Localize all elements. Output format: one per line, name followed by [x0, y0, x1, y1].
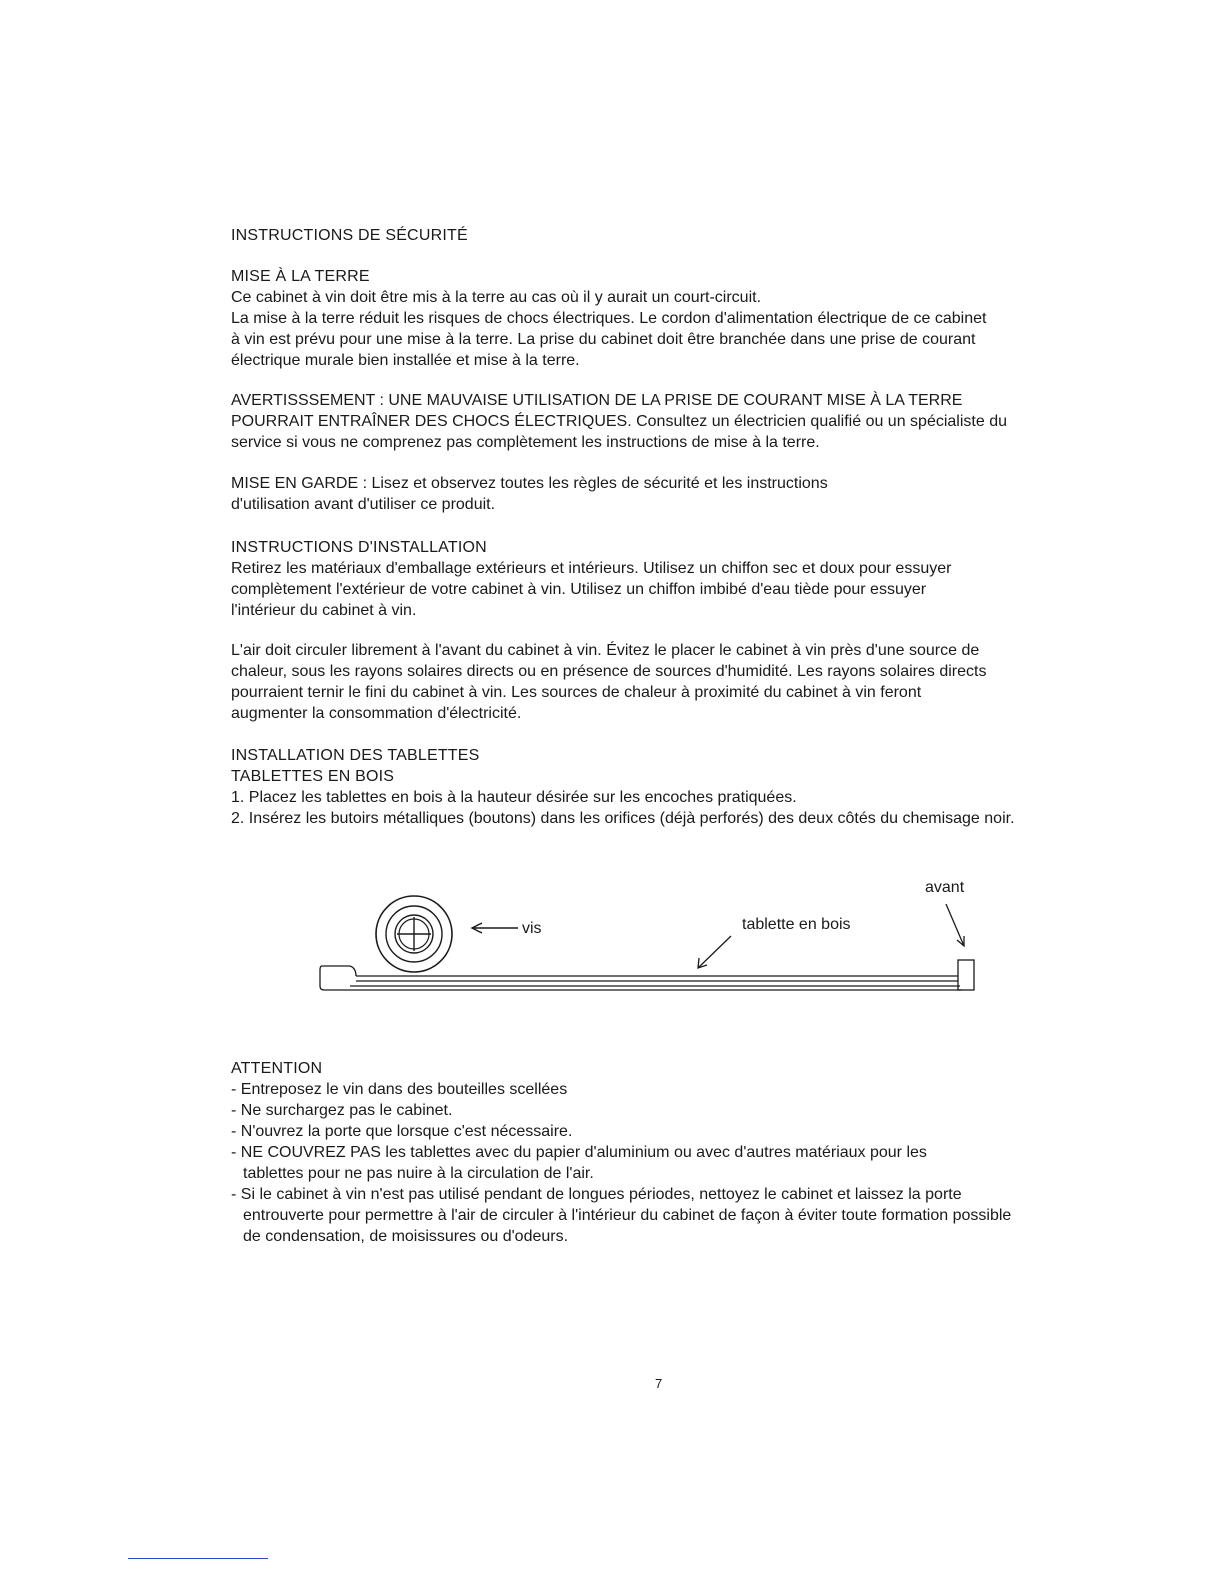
attention-item: - N'ouvrez la porte que lorsque c'est nécessaire. — [231, 1123, 573, 1140]
grounding-line: à vin est prévu pour une mise à la terre. La prise du cabinet doit être branchée dans une prise de courant — [231, 331, 976, 348]
shelves-heading: INSTALLATION DES TABLETTES — [231, 747, 480, 764]
grounding-line: Ce cabinet à vin doit être mis à la terre au cas où il y aurait un court-circuit. — [231, 289, 762, 306]
footer-divider — [128, 1558, 268, 1559]
attention-heading: ATTENTION — [231, 1060, 323, 1077]
screw-arrow-icon — [472, 923, 518, 933]
page-number: 7 — [655, 1376, 663, 1391]
installation-heading: INSTRUCTIONS D'INSTALLATION — [231, 539, 487, 556]
shelves-section — [231, 745, 1015, 829]
air-line: L'air doit circuler librement à l'avant du cabinet à vin. Évitez le placer le cabinet à vin près d'une source de — [231, 642, 980, 659]
attention-section — [231, 1058, 1031, 1247]
air-line: pourraient ternir le fini du cabinet à vin. Les sources de chaleur à proximité du cabinet à vin feront — [231, 684, 922, 701]
installation-line: Retirez les matériaux d'emballage extérieurs et intérieurs. Utilisez un chiffon sec et doux pour essuyer — [231, 560, 952, 577]
attention-item: - Ne surchargez pas le cabinet. — [231, 1102, 453, 1119]
warning-section — [231, 390, 1007, 453]
grounding-line: La mise à la terre réduit les risques de chocs électriques. Le cordon d'alimentation électrique de ce cabinet — [231, 310, 987, 327]
warning-line: service si vous ne comprenez pas complètement les instructions de mise à la terre. — [231, 434, 820, 451]
label-screw: vis — [522, 920, 542, 937]
caution-line: d'utilisation avant d'utiliser ce produit. — [231, 496, 496, 513]
label-front: avant — [925, 879, 965, 896]
wooden-shelf — [320, 960, 974, 990]
attention-item: - Si le cabinet à vin n'est pas utilisé pendant de longues périodes, nettoyez le cabinet et laissez la porte entrouverte pour permettre à l'air de circuler à l'intérieur du cabinet de façon à éviter toute formation possible de condensation, de moisissures ou d'odeurs. — [231, 1186, 1012, 1245]
attention-item: - NE COUVREZ PAS les tablettes avec du papier d'aluminium ou avec d'autres matériaux pour les tablettes pour ne pas nuire à la circulation de l'air. — [231, 1144, 927, 1182]
shelves-step: 2. Insérez les butoirs métalliques (boutons) dans les orifices (déjà perforés) des deux côtés du chemisage noir. — [231, 810, 1015, 827]
grounding-section — [231, 266, 986, 371]
safety-title: INSTRUCTIONS DE SÉCURITÉ — [231, 227, 468, 244]
safety-section — [231, 225, 468, 246]
grounding-line: électrique murale bien installée et mise à la terre. — [231, 352, 580, 369]
label-shelf: tablette en bois — [742, 916, 851, 933]
front-arrow-icon — [946, 904, 964, 946]
warning-line: AVERTISSSEMENT : UNE MAUVAISE UTILISATION DE LA PRISE DE COURANT MISE À LA TERRE — [231, 392, 963, 409]
grounding-heading: MISE À LA TERRE — [231, 268, 370, 285]
warning-line: POURRAIT ENTRAÎNER DES CHOCS ÉLECTRIQUES. Consultez un électricien qualifié ou un spécialiste du — [231, 413, 1007, 430]
installation-line: l'intérieur du cabinet à vin. — [231, 602, 417, 619]
caution-line: MISE EN GARDE : Lisez et observez toutes les règles de sécurité et les instructions — [231, 475, 828, 492]
shelves-subheading: TABLETTES EN BOIS — [231, 768, 395, 785]
installation-line: complètement l'extérieur de votre cabinet à vin. Utilisez un chiffon imbibé d'eau tiède pour essuyer — [231, 581, 927, 598]
caution-section — [231, 473, 828, 515]
shelf-arrow-icon — [698, 936, 731, 968]
installation-section — [231, 537, 951, 621]
screw-icon — [376, 896, 452, 972]
air-line: chaleur, sous les rayons solaires directs ou en présence de sources d'humidité. Les rayons solaires directs — [231, 663, 987, 680]
air-circulation-section — [231, 640, 986, 724]
shelf-diagram — [300, 870, 1020, 1010]
shelves-step: 1. Placez les tablettes en bois à la hauteur désirée sur les encoches pratiquées. — [231, 789, 797, 806]
air-line: augmenter la consommation d'électricité. — [231, 705, 522, 722]
attention-item: - Entreposez le vin dans des bouteilles scellées — [231, 1081, 568, 1098]
